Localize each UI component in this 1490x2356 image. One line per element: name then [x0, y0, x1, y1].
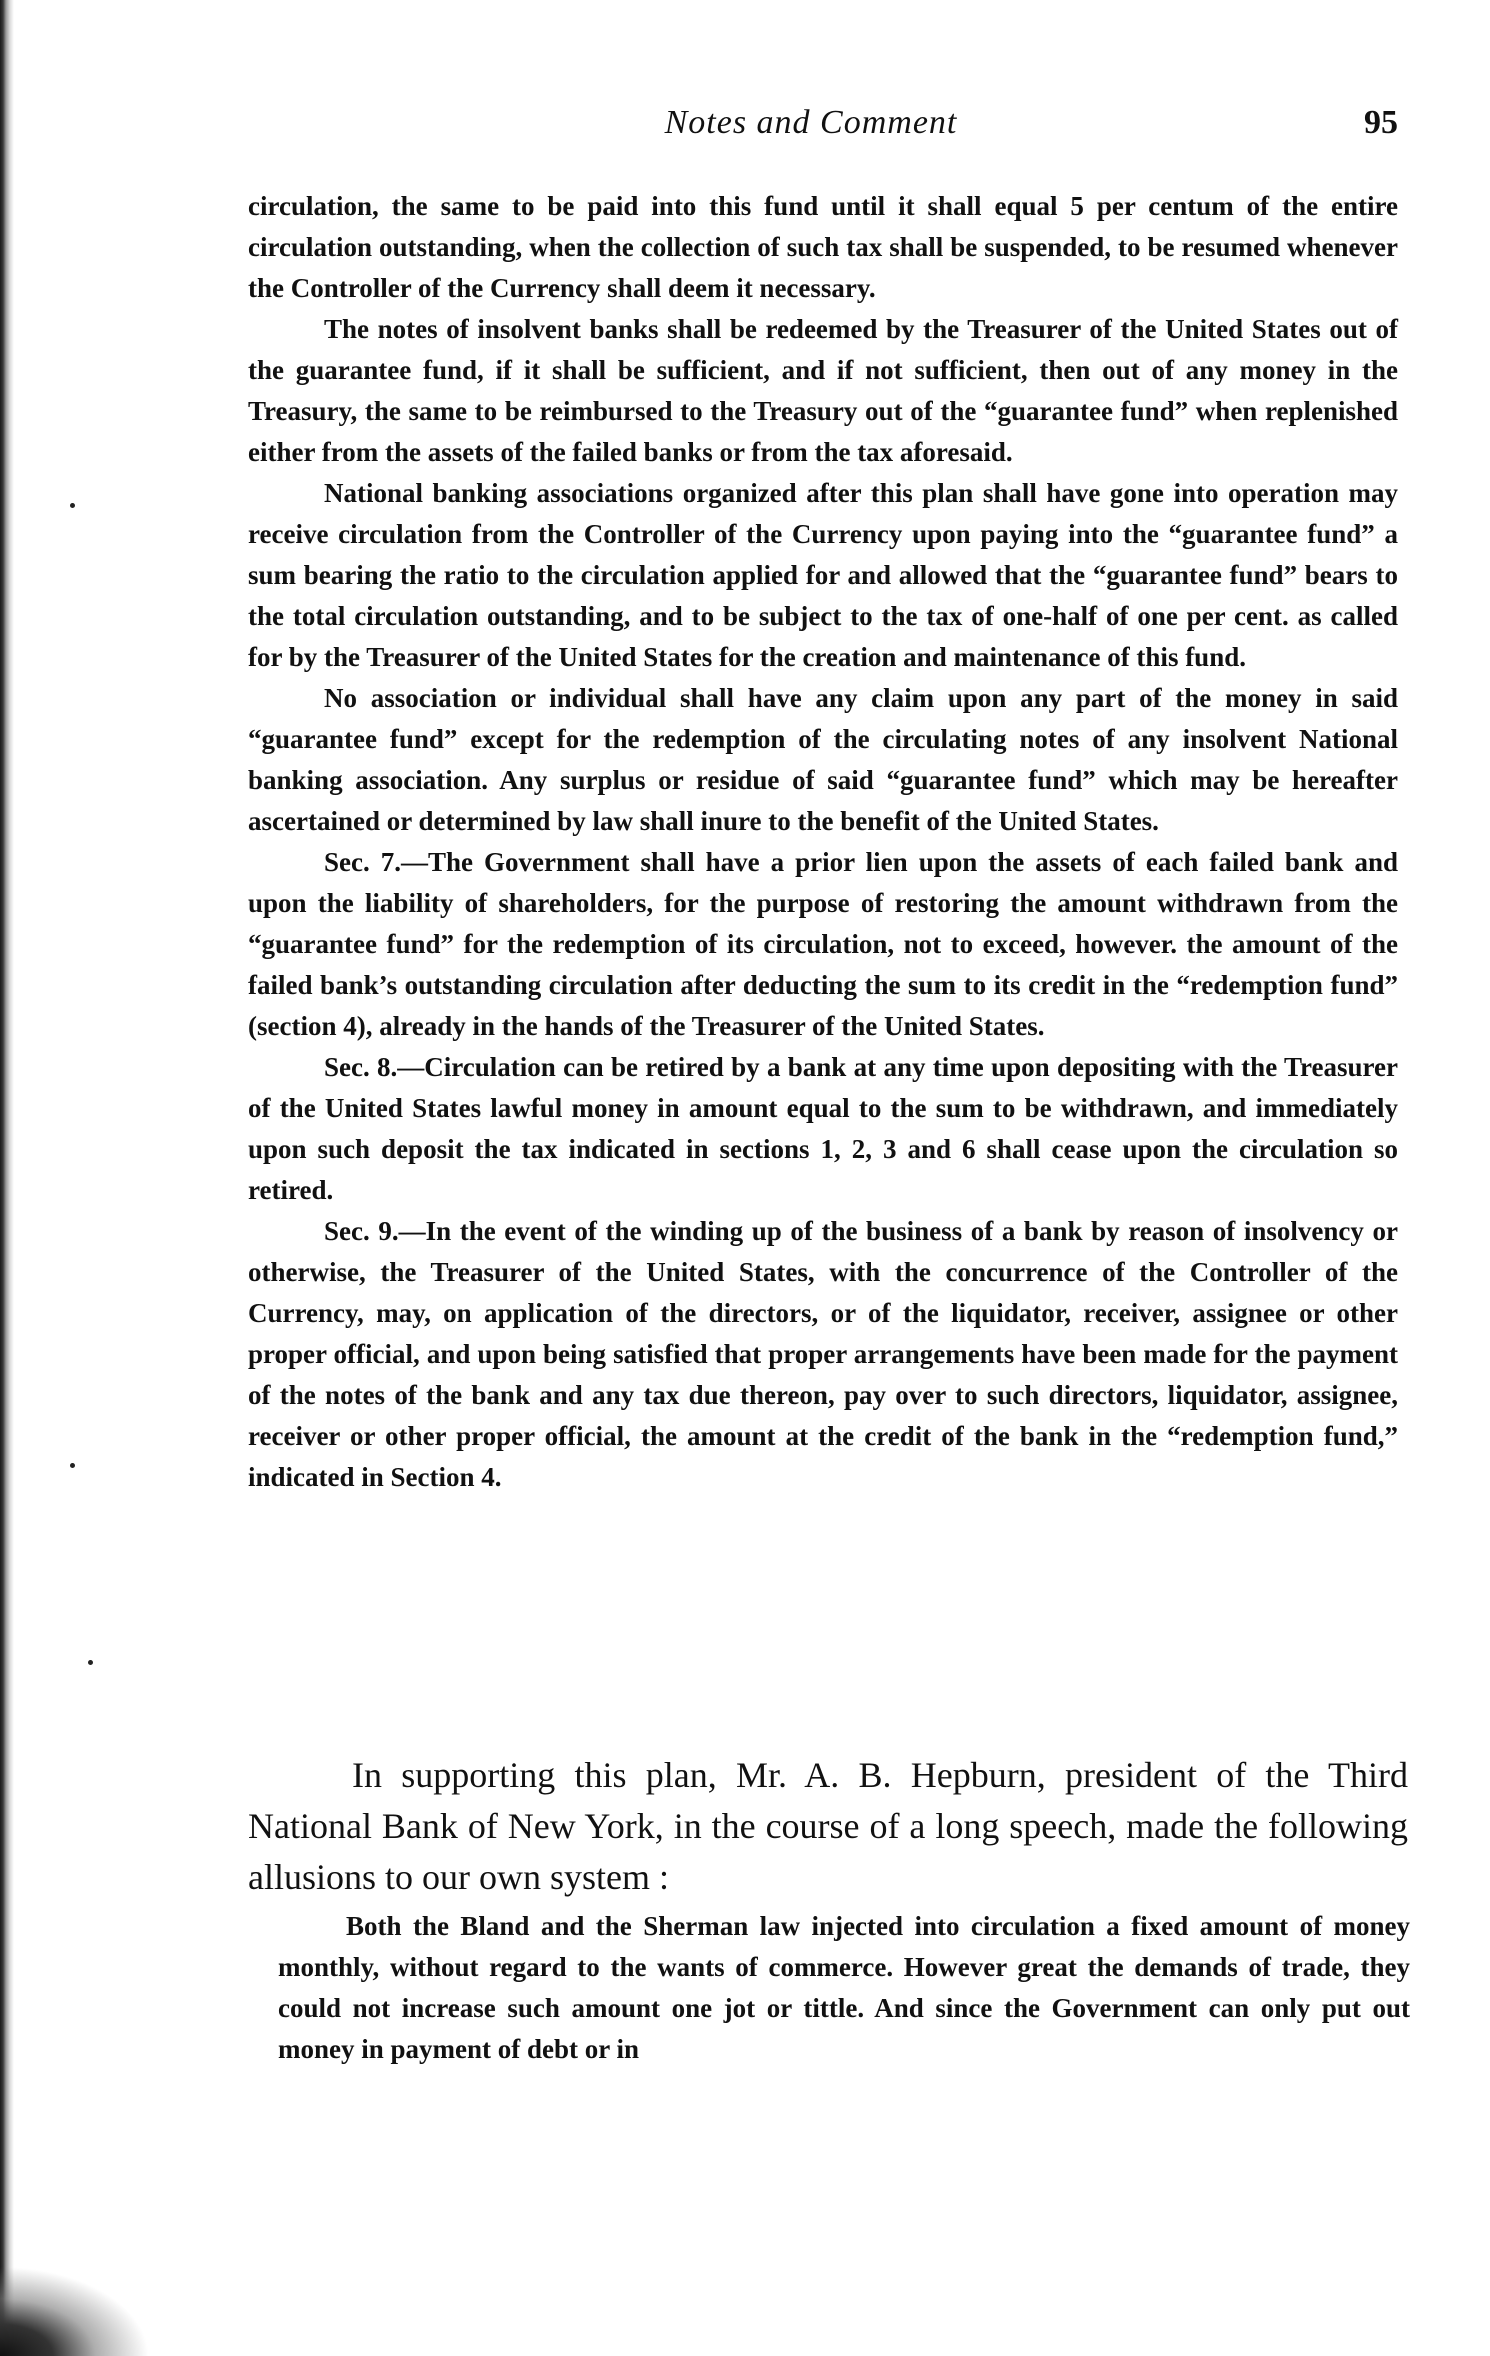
- running-head: Notes and Comment: [664, 104, 958, 141]
- paragraph: circulation, the same to be paid into this fund until it shall equal 5 per centum of the entire circulation outstanding, when the collection of such tax shall be suspended, to be resumed whenever the Controller of the Currency shall deem it necessary.: [248, 191, 1398, 303]
- paragraph: The notes of insolvent banks shall be redeemed by the Treasurer of the United States out of the guarantee fund, if it shall be sufficient, and if not sufficient, then out of any money in the Treasury, the same to be reimbursed to the Treasury out of the “guarantee fund” when replenished either from the assets of the failed banks or from the tax aforesaid.: [248, 314, 1398, 467]
- quoted-speech: Both the Bland and the Sherman law injected into circulation a fixed amount of money monthly, without regard to the wants of commerce. However great the demands of trade, they could not increase such amount one jot or tittle. And since the Government can only put out money in payment of debt or in: [278, 1911, 1410, 2064]
- paragraph: Sec. 8.—Circulation can be retired by a bank at any time upon depositing with the Treasurer of the United States lawful money in amount equal to the sum to be withdrawn, and immediately upon such deposit the tax indicated in sections 1, 2, 3 and 6 shall cease upon the circulation so retired.: [248, 1052, 1398, 1205]
- scan-speck: [88, 1660, 93, 1665]
- page-header: [248, 104, 1428, 154]
- statute-text: [248, 186, 1398, 1498]
- paragraph: National banking associations organized after this plan shall have gone into operation may receive circulation from the Controller of the Currency upon paying into the “guarantee fund” a sum bearing the ratio to the circulation applied for and allowed that the “guarantee fund” bears to the total circulation outstanding, and to be subject to the tax of one-half of one per cent. as called for by the Treasurer of the United States for the creation and maintenance of this fund.: [248, 478, 1398, 672]
- lead-paragraph: In supporting this plan, Mr. A. B. Hepburn, president of the Third National Bank of New York, in the course of a long speech, made the following allusions to our own system :: [248, 1755, 1408, 1897]
- page-number: 95: [1364, 104, 1398, 141]
- scan-speck: [70, 1463, 75, 1468]
- scan-speck: [70, 503, 75, 508]
- paragraph: No association or individual shall have any claim upon any part of the money in said “guarantee fund” except for the redemption of the circulating notes of any insolvent National banking association. Any surplus or residue of said “guarantee fund” which may be hereafter ascertained or determined by law shall inure to the benefit of the United States.: [248, 683, 1398, 836]
- binding-shadow: [0, 2266, 150, 2356]
- paragraph: Sec. 7.—The Government shall have a prior lien upon the assets of each failed bank and upon the liability of shareholders, for the purpose of restoring the amount withdrawn from the “guarantee fund” for the redemption of its circulation, not to exceed, however. the amount of the failed bank’s outstanding circulation after deducting the sum to its credit in the “redemption fund” (section 4), already in the hands of the Treasurer of the United States.: [248, 847, 1398, 1041]
- binding-edge: [0, 0, 14, 2356]
- paragraph: Sec. 9.—In the event of the winding up of the business of a bank by reason of insolvency or otherwise, the Treasurer of the United States, with the concurrence of the Controller of the Currency, may, on application of the directors, or of the liquidator, receiver, assignee or other proper official, and upon being satisfied that proper arrangements have been made for the payment of the notes of the bank and any tax due thereon, pay over to such directors, liquidator, assignee, receiver or other proper official, the amount at the credit of the bank in the “redemption fund,” indicated in Section 4.: [248, 1216, 1398, 1492]
